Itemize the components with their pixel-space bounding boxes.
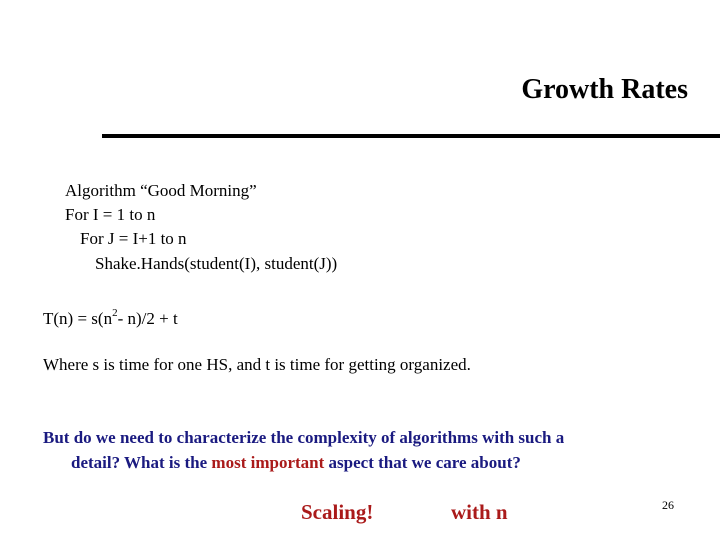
page-number: 26 [662, 498, 674, 512]
question-line-1: But do we need to characterize the complexity of algorithms with such a [43, 428, 565, 447]
slide-title: Growth Rates [521, 74, 688, 105]
explanation-text: Where s is time for one HS, and t is time for getting organized. [43, 355, 471, 374]
title-divider [102, 134, 720, 138]
code-line-outer-loop: For I = 1 to n [65, 205, 156, 224]
question-line-2-start: detail? What is the [71, 453, 212, 472]
time-formula [43, 309, 178, 329]
question-line-2-end: aspect that we care about? [324, 453, 521, 472]
code-line-body: Shake.Hands(student(I), student(J)) [95, 254, 338, 273]
formula-exponent: 2 [112, 307, 118, 319]
code-line-inner-loop: For J = I+1 to n [80, 229, 187, 248]
answer-scaling: Scaling! [301, 500, 374, 524]
formula-suffix: - n)/2 + t [117, 309, 178, 328]
code-line-algorithm: Algorithm “Good Morning” [65, 181, 257, 200]
question-line-2 [71, 453, 521, 473]
question-highlight: most important [211, 453, 325, 472]
formula-prefix: T(n) = s(n [43, 309, 113, 328]
answer-with-n: with n [451, 500, 508, 524]
